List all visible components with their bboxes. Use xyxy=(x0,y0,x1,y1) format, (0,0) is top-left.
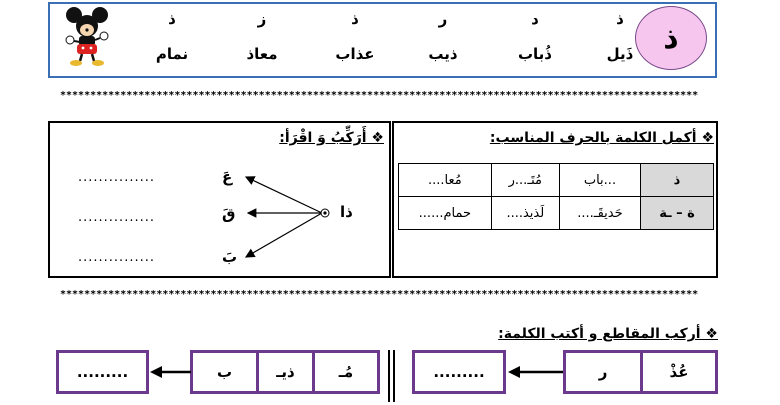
syllable-box: ذيـ xyxy=(256,350,315,394)
compose-target-2: قَ xyxy=(222,205,236,223)
main-letter: ذ xyxy=(663,20,679,56)
top-word-4: عذاب xyxy=(335,45,375,63)
star-separator-top: ********************************************************************************************************** xyxy=(60,90,699,101)
compose-answer-1[interactable]: ............... xyxy=(78,170,155,185)
fill-letter-table xyxy=(398,163,714,230)
top-word-2: ذُباب xyxy=(517,45,553,63)
row-head-cell: ذ xyxy=(641,164,714,197)
compose-answer-3[interactable]: ............... xyxy=(78,250,155,265)
arrow-left-icon xyxy=(508,362,564,382)
word-cell[interactable]: حمام...... xyxy=(399,197,492,230)
top-word-5: معاذ xyxy=(246,45,278,63)
top-word-6: نمام xyxy=(155,45,189,63)
word-cell[interactable]: ...باب xyxy=(559,164,640,197)
syllable-box: ب xyxy=(190,350,259,394)
compose-base-syllable: ذا xyxy=(340,203,353,221)
star-separator-bottom: ********************************************************************************************************** xyxy=(60,289,699,300)
top-letter-1: ذ xyxy=(616,10,624,28)
compose-answer-2[interactable]: ............... xyxy=(78,210,155,225)
word-cell[interactable]: مُعا.... xyxy=(399,164,492,197)
top-letter-3: ر xyxy=(438,10,448,28)
arrows-diagram xyxy=(230,165,340,270)
top-letter-6: ذ xyxy=(168,10,176,28)
mickey-mouse-illustration xyxy=(62,6,112,68)
divider-line xyxy=(388,350,390,402)
divider-line xyxy=(393,350,395,402)
top-letter-4: ذ xyxy=(351,10,359,28)
arrow-left-icon xyxy=(150,362,192,382)
table-row xyxy=(399,197,714,230)
word-cell[interactable]: لَذيذ.... xyxy=(491,197,559,230)
word-answer-box[interactable]: ......... xyxy=(412,350,506,394)
top-word-3: ذيب xyxy=(428,45,458,63)
bottom-heading: ❖ أركب المقاطع و أكتب الكلمة: xyxy=(498,326,718,342)
table-row xyxy=(399,164,714,197)
word-cell[interactable]: حَديقَـ.... xyxy=(559,197,640,230)
syllable-box: ر xyxy=(563,350,643,394)
syllable-box: عُذْ xyxy=(640,350,718,394)
top-letter-2: د xyxy=(531,10,539,28)
compose-target-1: عَ xyxy=(222,168,233,186)
compose-read-heading: ❖ أَرَكِّبُ وَ اقْرَأ: xyxy=(279,130,384,146)
fill-letter-heading: ❖ أكمل الكلمة بالحرف المناسب: xyxy=(489,130,714,146)
word-answer-box[interactable]: ......... xyxy=(56,350,149,394)
syllable-box: مُـ xyxy=(312,350,380,394)
top-letter-5: ز xyxy=(257,10,267,28)
word-cell[interactable]: مُتَـ...ر xyxy=(491,164,559,197)
top-word-1: ذَيل xyxy=(606,45,634,63)
row-head-cell: ة – ـة xyxy=(641,197,714,230)
compose-target-3: بَ xyxy=(222,248,238,266)
